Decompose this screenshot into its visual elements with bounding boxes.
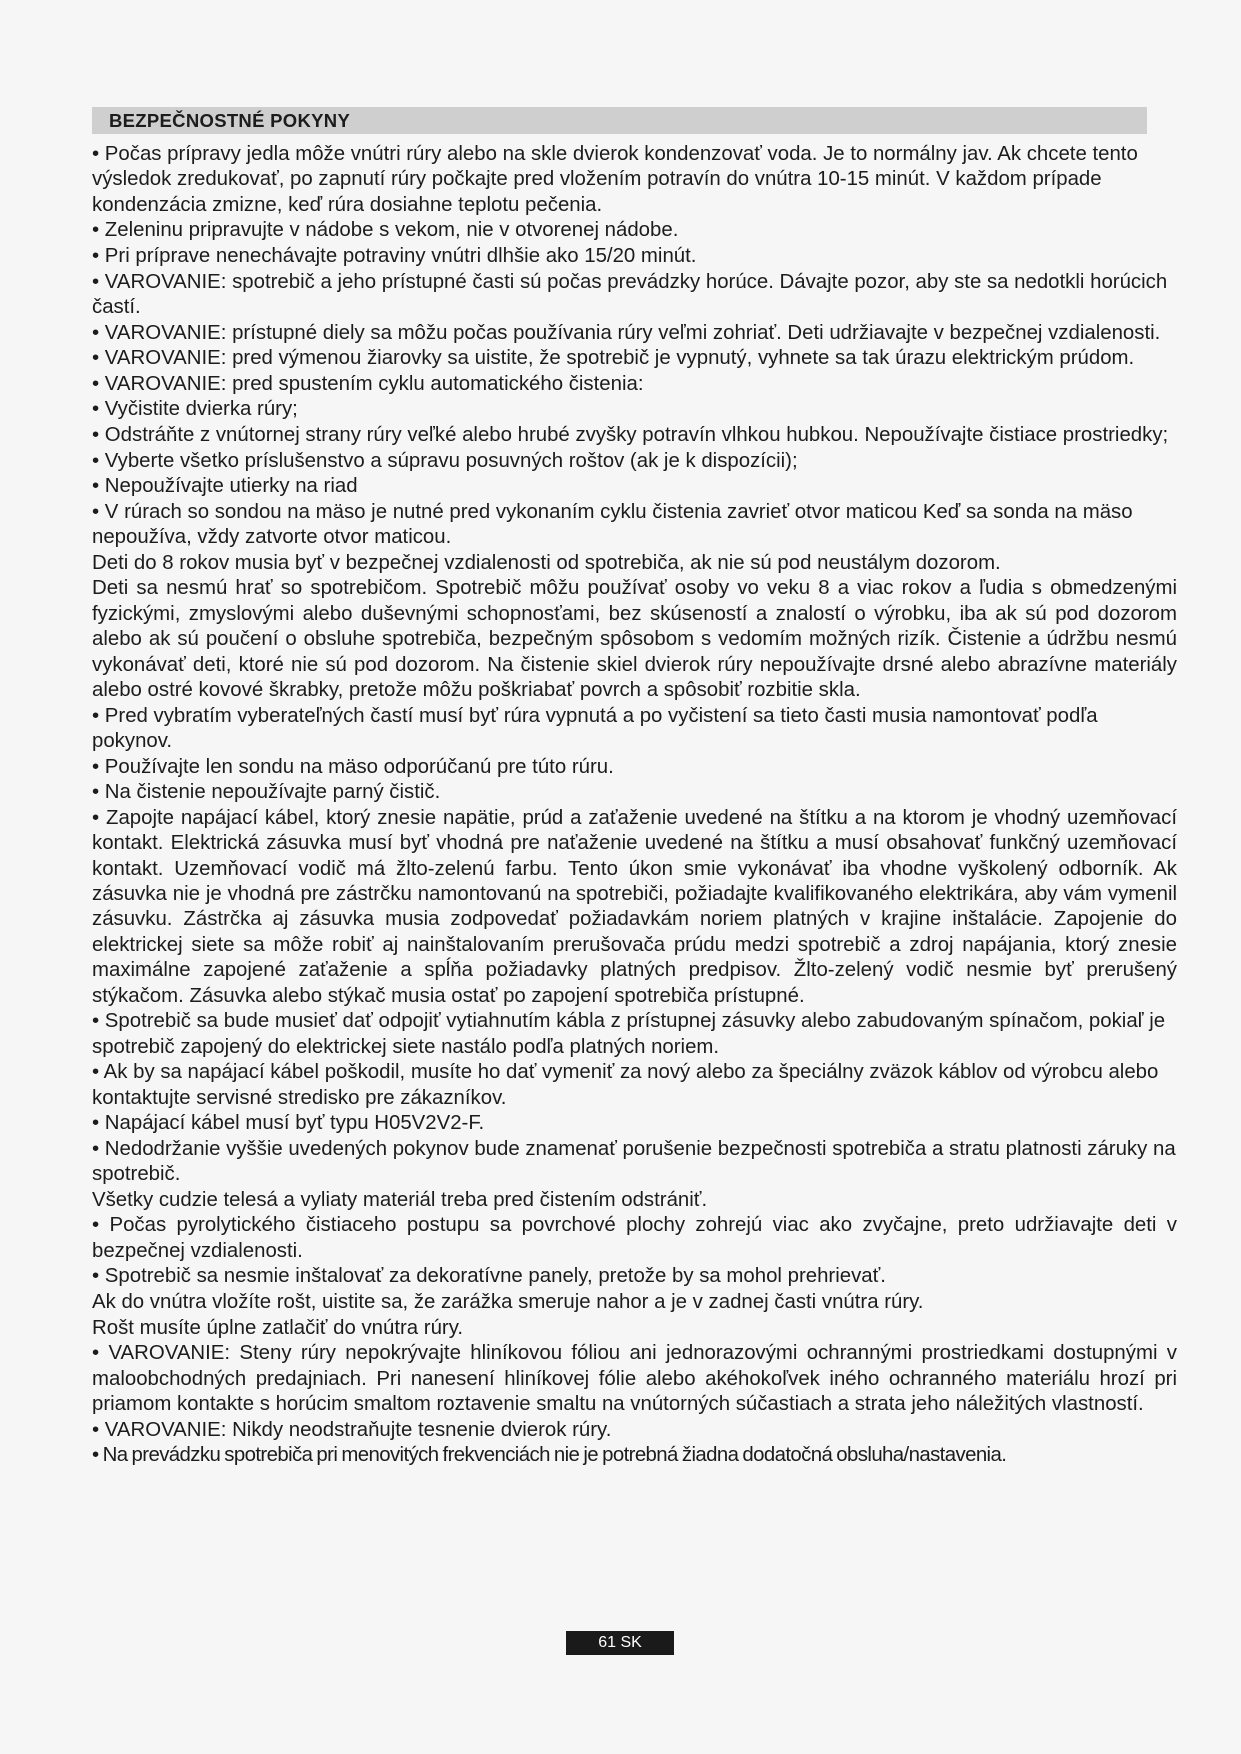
paragraph-children-distance: Deti do 8 rokov musia byť v bezpečnej vzdialenosti od spotrebiča, ak nie sú pod neustálym dozorom.	[92, 551, 1001, 574]
paragraph-removable-parts: • Pred vybratím vyberateľných častí musí byť rúra vypnutá a po vyčistení sa tieto časti musia namontovať podľa pokynov.	[92, 704, 1098, 752]
paragraph-food-time: • Pri príprave nenechávajte potraviny vnútri dlhšie ako 15/20 minút.	[92, 245, 697, 267]
paragraph-warning-bulb: • VAROVANIE: pred výmenou žiarovky sa uistite, že spotrebič je vypnutý, vyhnete sa tak úrazu elektrickým prúdom.	[92, 347, 1135, 370]
paragraph-frequency: • Na prevádzku spotrebiča pri menovitých frekvenciách nie je potrebná žiadna dodatočná obsluha/nastavenia.	[92, 1444, 1007, 1467]
paragraph-damaged-cable: • Ak by sa napájací kábel poškodil, musíte ho dať vymeniť za nový alebo za špeciálny zväzok káblov od výrobcu alebo kontaktujte servisné stredisko pre zákazníkov.	[92, 1061, 1159, 1109]
paragraph-warning-foil: • VAROVANIE: Steny rúry nepokrývajte hliníkovou fóliou ani jednorazovými ochrannými prostriedkami dostupnými v maloobchodných predajniach. Pri nanesení hliníkovej fólie alebo akéhokoľvek iného ochranného materiálu hrozí pri priamom kontakte s horúcim smaltom roztavenie smaltu na vnútorných súčastiach a strata jeho náležitých vlastností.	[92, 1342, 1177, 1415]
paragraph-warranty: • Nedodržanie vyššie uvedených pokynov bude znamenať porušenie bezpečnosti spotrebiča a stratu platnosti záruky na spotrebič.	[92, 1137, 1176, 1186]
paragraph-foreign-objects: Všetky cudzie telesá a vyliaty materiál treba pred čistením odstrániť.	[92, 1188, 708, 1211]
paragraph-power-cable-connection: • Zapojte napájací kábel, ktorý znesie napätie, prúd a zaťaženie uvedené na štítku a na ktorom je vhodný uzemňovací kontakt. Elektrická zásuvka musí byť vhodná pre naťaženie uvedené na štítku a musí obsahovať funkčný uzemňovací kontakt. Uzemňovací vodič má žlto-zelenú farbu. Tento úkon smie vykonávať iba vhodne vyškolený odborník. Ak zásuvka nie je vhodná pre zástrčku namontovanú na spotrebiči, požiadajte kvalifikovaného elektrikára, aby vám vymenil zásuvku. Zástrčka aj zásuvka musia zodpovedať požiadavkám noriem platných v krajine inštalácie. Zapojenie do elektrickej siete sa môže robiť aj nainštalovaním prerušovača prúdu medzi spotrebič a zdroj napájania, ktorý znesie maximálne zapojené zaťaženie a spĺňa požiadavky platných predpisov. Žlto-zelený vodič nesmie byť prerušený stýkačom. Zásuvka alebo stýkač musia ostať po zapojení spotrebiča prístupné.	[92, 806, 1177, 1007]
paragraph-no-steam-cleaner: • Na čistenie nepoužívajte parný čistič.	[92, 781, 441, 804]
paragraph-probe-recommended: • Používajte len sondu na mäso odporúčanú pre túto rúru.	[92, 755, 614, 778]
paragraph-pyrolytic: • Počas pyrolytického čistiaceho postupu sa povrchové plochy zohrejú viac ako zvyčajne, preto udržiavajte deti v bezpečnej vzdialenosti.	[92, 1214, 1177, 1262]
paragraph-rack-push: Rošt musíte úplne zatlačiť do vnútra rúry.	[92, 1316, 464, 1339]
paragraph-rack-stop: Ak do vnútra vložíte rošt, uistite sa, že zarážka smeruje nahor a je v zadnej časti vnútra rúry.	[92, 1290, 924, 1313]
paragraph-children-play: Deti sa nesmú hrať so spotrebičom. Spotrebič môžu používať osoby vo veku 8 a viac rokov a ľudia s obmedzenými fyzickými, zmyslovými alebo duševnými schopnosťami, bez skúseností a znalostí o výrobku, iba ak sú pod dozorom alebo ak sú poučení o obsluhe spotrebiča, bezpečným spôsobom s vedomím možných rizík. Čistenie a údržbu nesmú vykonávať deti, ktoré nie sú pod dozorom. Na čistenie skiel dvierok rúry nepoužívajte drsné alebo abrazívne materiály alebo ostré kovové škrabky, pretože môžu poškriabať povrch a spôsobiť rozbitie skla.	[92, 577, 1177, 701]
paragraph-cable-type: • Napájací kábel musí byť typu H05V2V2-F.	[92, 1112, 485, 1135]
paragraph-decorative-panels: • Spotrebič sa nesmie inštalovať za dekoratívne panely, pretože by sa mohol prehrievať.	[92, 1265, 886, 1288]
paragraph-clean-door: • Vyčistite dvierka rúry;	[92, 398, 298, 421]
paragraph-warning-seal: • VAROVANIE: Nikdy neodstraňujte tesnenie dvierok rúry.	[92, 1418, 612, 1441]
safety-instructions-body	[92, 142, 1177, 1469]
paragraph-vegetables: • Zeleninu pripravujte v nádobe s vekom, nie v otvorenej nádobe.	[92, 219, 679, 242]
page-number: 61 SK	[566, 1631, 674, 1655]
paragraph-no-towels: • Nepoužívajte utierky na riad	[92, 475, 358, 498]
paragraph-condensation: • Počas prípravy jedla môže vnútri rúry alebo na skle dvierok kondenzovať voda. Je to normálny jav. Ak chcete tento výsledok zredukovať, po zapnutí rúry počkajte pred vložením potravín do vnútra 10-15 minút. V každom prípade kondenzácia zmizne, keď rúra dosiahne teplotu pečenia.	[92, 143, 1138, 216]
paragraph-remove-residue: • Odstráňte z vnútornej strany rúry veľké alebo hrubé zvyšky potravín vlhkou hubkou. Nepoužívajte čistiace prostriedky;	[92, 423, 1169, 446]
paragraph-remove-accessories: • Vyberte všetko príslušenstvo a súpravu posuvných roštov (ak je k dispozícii);	[92, 449, 798, 472]
paragraph-warning-hot-parts: • VAROVANIE: spotrebič a jeho prístupné časti sú počas prevádzky horúce. Dávajte pozor, aby ste sa nedotkli horúcich častí.	[92, 270, 1168, 318]
paragraph-warning-children: • VAROVANIE: prístupné diely sa môžu počas používania rúry veľmi zohriať. Deti udržiavajte v bezpečnej vzdialenosti.	[92, 321, 1161, 344]
paragraph-disconnect: • Spotrebič sa bude musieť dať odpojiť vytiahnutím kábla z prístupnej zásuvky alebo zabudovaným spínačom, pokiaľ je spotrebič zapojený do elektrickej siete nastálo podľa platných noriem.	[92, 1010, 1166, 1058]
paragraph-meat-probe: • V rúrach so sondou na mäso je nutné pred vykonaním cyklu čistenia zavrieť otvor maticou Keď sa sonda na mäso nepoužíva, vždy zatvorte otvor maticou.	[92, 500, 1133, 549]
section-title: BEZPEČNOSTNÉ POKYNY	[92, 107, 1147, 134]
paragraph-warning-cleaning-cycle: • VAROVANIE: pred spustením cyklu automatického čistenia:	[92, 372, 644, 395]
